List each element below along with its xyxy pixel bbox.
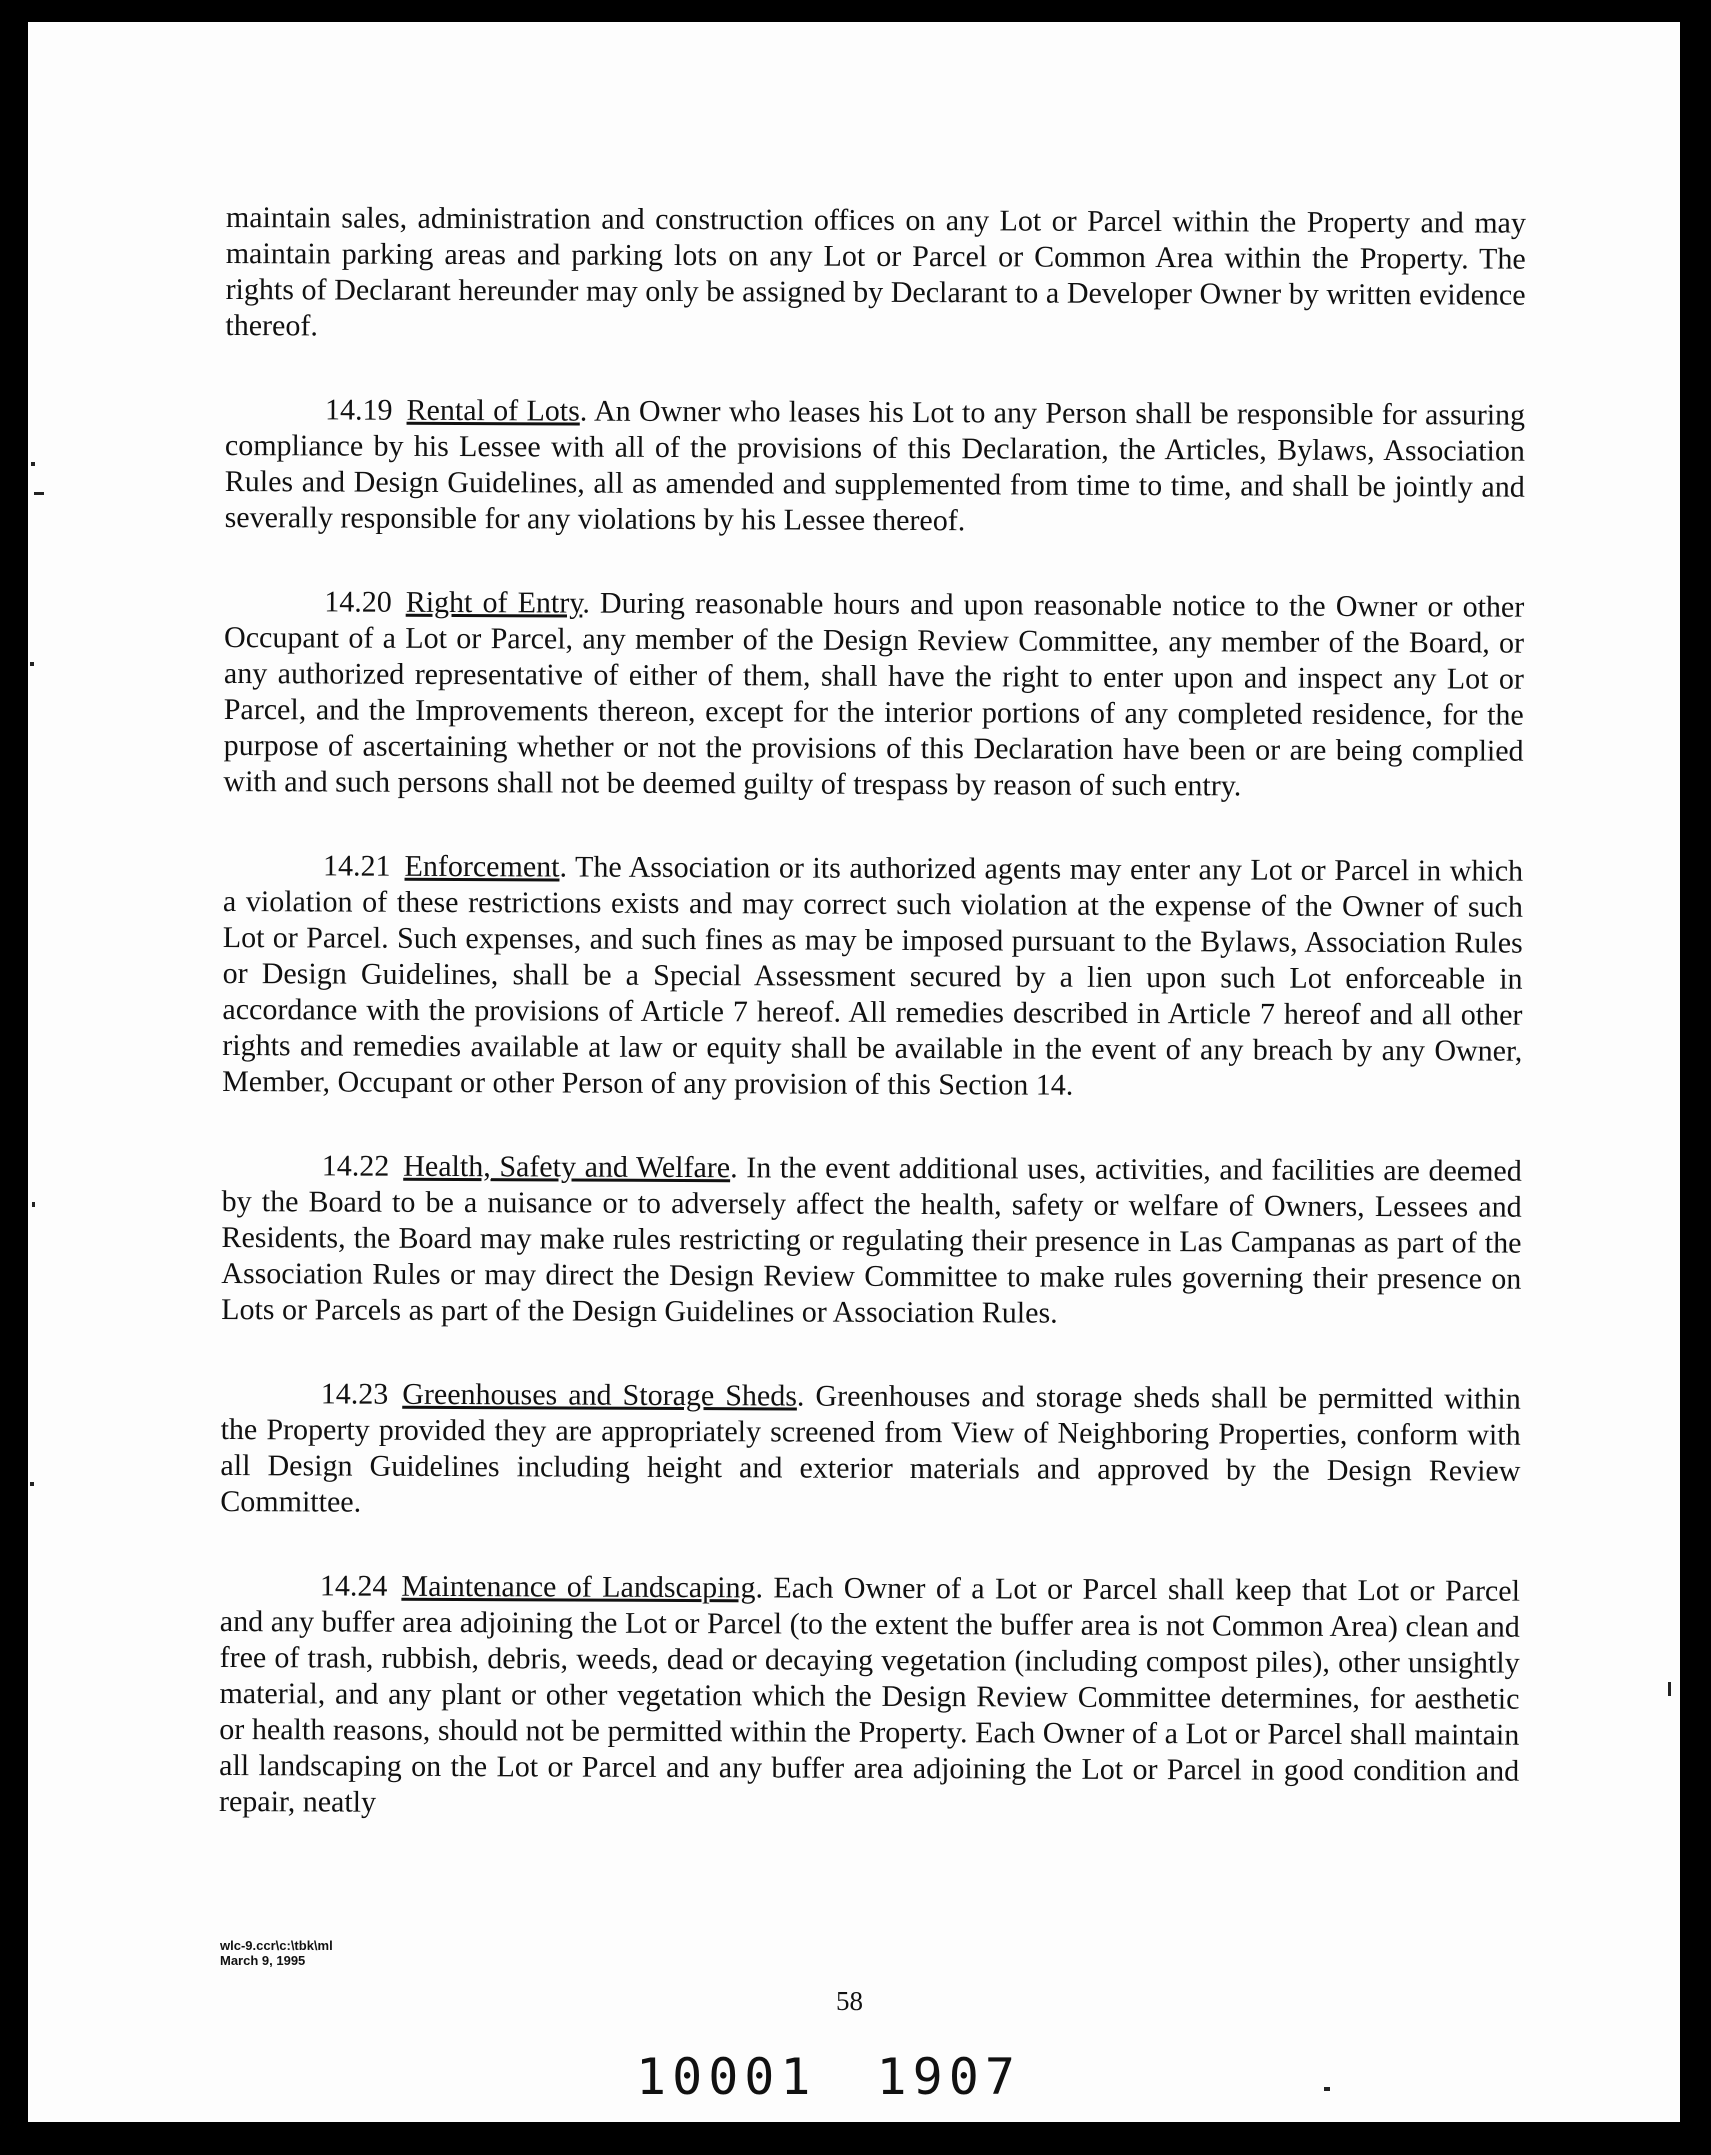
- doc-id-right: 1907: [876, 2048, 1021, 2106]
- scan-speck: [32, 1202, 35, 1207]
- page-number: 58: [836, 1986, 863, 2016]
- section-14-19: [225, 392, 1526, 542]
- section-text: . Each Owner of a Lot or Parcel shall keep that Lot or Parcel and any buffer area adjoining the Lot or Parcel (to the extent the buffer area is not Common Area) clean and free of trash, rubbish, debris, weeds, dead or decaying vegetation (including compost piles), other unsightly material, and any plant or other vegetation which the Design Review Committee determines, for aesthetic or health reasons, should not be permitted within the Property. Each Owner of a Lot or Parcel shall maintain all landscaping on the Lot or Parcel and any buffer area adjoining the Lot or Parcel in good condition and repair, neatly: [218, 1571, 1521, 1819]
- section-title: Right of Entry: [405, 585, 583, 620]
- section-title: Enforcement: [404, 849, 560, 884]
- section-text: . Greenhouses and storage sheds shall be permitted within the Property provided they are appropriately screened from View of Neighboring Properties, conform with all Design Guidelines including height and exterior materials and approved by the Design Review Committee.: [220, 1379, 1521, 1519]
- section-title: Greenhouses and Storage Sheds: [402, 1377, 798, 1413]
- section-14-24: [219, 1568, 1520, 1826]
- section-14-23: [220, 1376, 1521, 1526]
- section-text: . During reasonable hours and upon reasonable notice to the Owner or other Occupant of a Lot or Parcel, any member of the Design Review Committee, any member of the Board, or any authorized representative of either of them, shall have the right to enter upon and inspect any Lot or Parcel, and the Improvements thereon, except for the interior portions of any completed residence, for the purpose of ascertaining whether or not the provisions of this Declaration have been or are being complied with and such persons shall not be deemed guilty of trespass by reason of such entry.: [223, 586, 1525, 803]
- section-title: Health, Safety and Welfare: [403, 1149, 731, 1185]
- section-number: 14.20: [324, 585, 392, 619]
- scan-speck: [1324, 2087, 1330, 2091]
- section-text: . The Association or its authorized agents may enter any Lot or Parcel in which a violation of these restrictions exists and may correct such violation at the expense of the Owner of such Lot or Parcel. Such expenses, and such fines as may be imposed pursuant to the Bylaws, Association Rules or Design Guidelines, shall be a Special Assessment secured by a lien upon such Lot enforceable in accordance with the provisions of Article 7 hereof. All remedies described in Article 7 hereof and all other rights and remedies available at law or equity shall be available in the event of any breach by any Owner, Member, Occupant or other Person of any provision of this Section 14.: [222, 850, 1524, 1102]
- section-number: 14.24: [319, 1569, 388, 1603]
- scan-speck: [30, 662, 34, 666]
- paragraph-text: maintain sales, administration and construction offices on any Lot or Parcel within the Property and may maintain parking areas and parking lots on any Lot or Parcel or Common Area within the Property. The rights of Declarant hereunder may only be assigned by Declarant to a Developer Owner by written evidence thereof.: [225, 200, 1526, 343]
- scan-speck: [34, 492, 44, 495]
- section-number: 14.21: [323, 849, 391, 883]
- scan-speck: [1668, 1682, 1671, 1696]
- scan-speck: [31, 462, 35, 466]
- document-page: [28, 22, 1680, 2122]
- section-14-20: [223, 584, 1524, 806]
- scan-speck: [30, 1482, 34, 1486]
- doc-id-left: 10001: [636, 2048, 817, 2106]
- section-title: Maintenance of Landscaping: [401, 1569, 756, 1605]
- section-title: Rental of Lots: [406, 393, 580, 428]
- section-14-21: [222, 848, 1523, 1106]
- document-body: [219, 200, 1526, 1874]
- footer-file-reference: [220, 1938, 333, 1968]
- section-number: 14.22: [321, 1149, 390, 1183]
- section-number: 14.19: [325, 393, 393, 427]
- footer-date: March 9, 1995: [220, 1953, 306, 1968]
- paragraph-continuation: [225, 200, 1526, 350]
- section-text: . An Owner who leases his Lot to any Person shall be responsible for assuring compliance by his Lessee with all of the provisions of this Declaration, the Articles, Bylaws, Association Rules and Design Guidelines, all as amended and supplemented from time to time, and shall be jointly and severally responsible for any violations by his Lessee thereof.: [224, 394, 1526, 538]
- section-text: . In the event additional uses, activities, and facilities are deemed by the Board to be a nuisance or to adversely affect the health, safety or welfare of Owners, Lessees and Residents, the Board may make rules restricting or regulating their presence in Las Campanas as part of the Association Rules or may direct the Design Review Committee to make rules governing their presence on Lots or Parcels as part of the Design Guidelines or Association Rules.: [221, 1151, 1522, 1330]
- file-ref: wlc-9.ccr\c:\tbk\ml: [220, 1938, 333, 1953]
- section-number: 14.23: [320, 1377, 389, 1411]
- section-14-22: [221, 1148, 1522, 1334]
- document-id-stamp: [636, 2048, 1021, 2106]
